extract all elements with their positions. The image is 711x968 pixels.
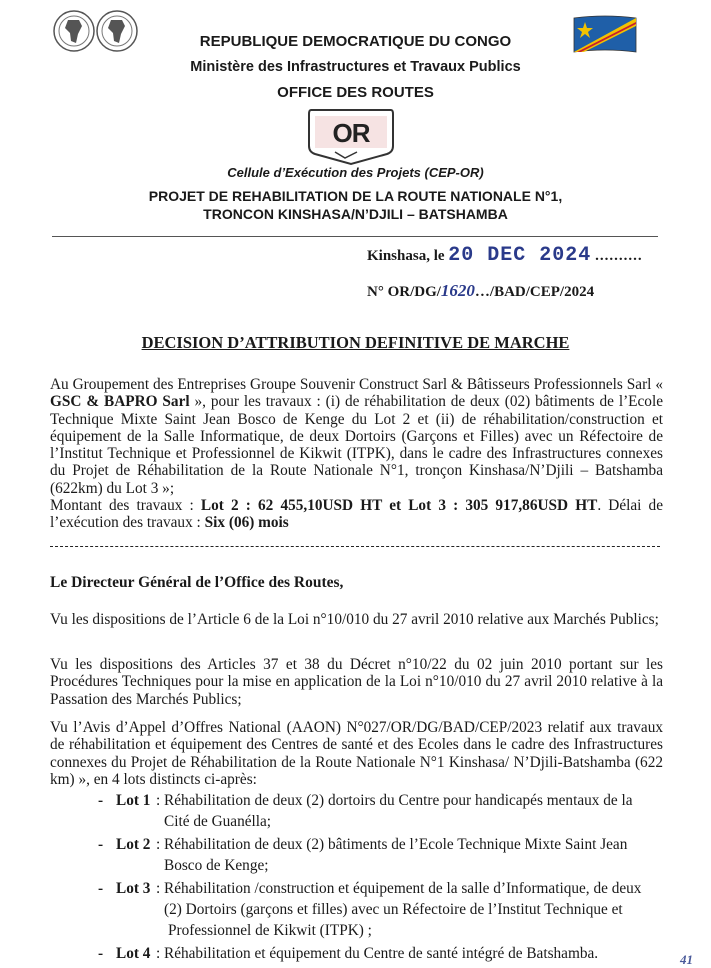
lot-bullet: - xyxy=(98,945,104,962)
delay-value: Six (06) mois xyxy=(204,514,289,532)
lot-bullet: - xyxy=(98,792,104,809)
lot-desc-line2: Bosco de Kenge; xyxy=(164,857,269,874)
date-prefix: Kinshasa, le xyxy=(367,248,445,264)
cell-heading: Cellule d’Exécution des Projets (CEP-OR) xyxy=(227,165,484,180)
lot-colon: : xyxy=(156,945,161,962)
lot-label: Lot 3 xyxy=(116,880,151,897)
country-heading: REPUBLIQUE DEMOCRATIQUE DU CONGO xyxy=(199,33,512,50)
or-logo-text: OR xyxy=(332,118,370,148)
lot-desc-line1: Réhabilitation et équipement du Centre de santé intégré de Batshamba. xyxy=(164,945,599,962)
lot-item xyxy=(98,878,668,943)
header-divider xyxy=(52,236,658,237)
reference-number: 1620 xyxy=(440,281,475,300)
delay-prefix: . Délai de l’exécution des travaux : xyxy=(50,497,663,532)
amount-value: Lot 2 : 62 455,10USD HT et Lot 3 : 305 917,86USD HT xyxy=(200,497,598,515)
decision-title: DECISION D’ATTRIBUTION DEFINITIVE DE MARCHE xyxy=(141,333,570,352)
lot-desc-line3: Professionnel de Kikwit (ITPK) ; xyxy=(168,922,372,939)
lots-list xyxy=(98,790,668,967)
project-heading-line1: PROJET DE REHABILITATION DE LA ROUTE NATIONALE N°1, xyxy=(148,188,563,204)
consideration-1: Vu les dispositions de l’Article 6 de la Loi n°10/010 du 27 avril 2010 relative aux Marchés Publics; xyxy=(50,611,659,628)
lot-colon: : xyxy=(156,880,161,897)
date-dots: .......... xyxy=(595,248,643,264)
office-des-routes-logo xyxy=(305,106,397,168)
lot-label: Lot 1 xyxy=(116,792,151,809)
reference-suffix: …/BAD/CEP/2024 xyxy=(474,284,595,300)
lot-desc-line1: Réhabilitation /construction et équipement de la salle d’Informatique, de deux xyxy=(164,880,642,897)
lot-desc-line1: Réhabilitation de deux (2) bâtiments de l’Ecole Technique Mixte Saint Jean xyxy=(164,836,628,853)
lot-bullet: - xyxy=(98,836,104,853)
lot-colon: : xyxy=(156,792,161,809)
lot-label: Lot 2 xyxy=(116,836,151,853)
decision-title-wrap xyxy=(0,333,711,353)
attribution-paragraph xyxy=(50,376,663,532)
ministry-heading: Ministère des Infrastructures et Travaux Publics xyxy=(190,59,521,75)
lot-desc-line2: (2) Dortoirs (garçons et filles) avec un Réfectoire de l’Institut Technique et xyxy=(164,901,623,918)
lot-item xyxy=(98,943,668,967)
dashed-separator xyxy=(50,546,660,547)
date-stamp: 20 DEC 2024 xyxy=(448,244,592,267)
attribution-text-1: Au Groupement des Entreprises Groupe Souvenir Construct Sarl & Bâtisseurs Professionnels Sarl « xyxy=(50,376,663,393)
awardee-name: GSC & BAPRO Sarl xyxy=(50,393,190,411)
lot-item xyxy=(98,834,668,878)
reference-line xyxy=(367,281,594,301)
consideration-2: Vu les dispositions des Articles 37 et 38 du Décret n°10/22 du 02 juin 2010 portant sur les Procédures Techniques pour la mise en application de la Loi n°10/010 du 27 avril 2010 relative à la Passation des Marchés Publics; xyxy=(50,656,663,708)
lot-label: Lot 4 xyxy=(116,945,151,962)
amount-prefix: Montant des travaux : xyxy=(50,497,201,515)
date-line xyxy=(367,244,643,267)
page-mark: 41 xyxy=(680,952,693,967)
attribution-text-2: », pour les travaux : (i) de réhabilitation de deux (02) bâtiments de l’Ecole Technique Mixte Saint Jean Bosco de Kenge du Lot 2 et (ii) de réhabilitation/construction et équipement de la Salle Informatique, de deux Dortoirs (Garçons et Filles) avec un Réfectoire de l’Institut Technique et Professionnel de Kikwit (ITPK), dans le cadre des Infrastructures connexes du Projet de Réhabilitation de la Route Nationale N°1, tronçon Kinshasa/N’Djili – Batshamba (622km) du Lot 3 »; xyxy=(50,393,663,497)
reference-prefix: N° OR/DG/ xyxy=(367,284,441,300)
lot-item xyxy=(98,790,668,834)
lot-desc-line1: Réhabilitation de deux (2) dortoirs du Centre pour handicapés mentaux de la xyxy=(164,792,633,809)
lot-colon: : xyxy=(156,836,161,853)
lot-desc-line2: Cité de Guanélla; xyxy=(164,813,272,830)
project-heading-line2: TRONCON KINSHASA/N’DJILI – BATSHAMBA xyxy=(203,206,508,222)
lot-bullet: - xyxy=(98,880,104,897)
office-heading: OFFICE DES ROUTES xyxy=(277,84,434,101)
director-line: Le Directeur Général de l’Office des Routes, xyxy=(50,574,344,591)
consideration-3: Vu l’Avis d’Appel d’Offres National (AAON) N°027/OR/DG/BAD/CEP/2023 relatif aux travaux de réhabilitation et équipement des Centres de santé et des Ecoles dans le cadre des Infrastructures connexes du Projet de Réhabilitation de la Route Nationale N°1 Kinshasa/ N’Djili-Batshamba (622 km) », en 4 lots distincts ci-après: xyxy=(50,719,663,788)
